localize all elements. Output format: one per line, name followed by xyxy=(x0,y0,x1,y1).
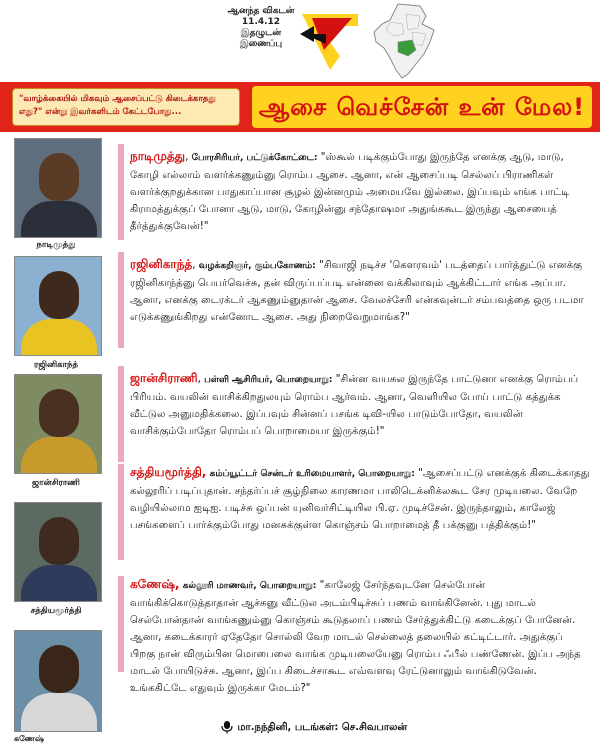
quote-block-1: நாடிமுத்து, போரசிரியர், பட்டுக்கோட்டை: "ஸ்கூல் படிக்கும்போது இருந்தே எனக்கு ஆடு, மாடு, கோழி எல்லாம் வளர்க்கணும்னு ரொம்ப ஆசை. ஆனா, என் ஆசைப்படி செல்லப் பிராணிகள் வளர்க்குறதுக்கான பாதுகாப்பான சூழல் இன்னமும் அமையவே இல்லை. இப்பவும் எங்க பாட்டி கிராமத்துக்குப் போனா ஆடு, மாடு, கோழின்னு சந்தோஷமா அதுங்ககூட இருந்து ஆசையைத் தீர்த்துக்குவேன்!" xyxy=(130,149,570,232)
quote-stripe-5 xyxy=(118,576,124,672)
person-name-2: ரஜினிகாந்த் xyxy=(130,257,193,271)
person-name-3: ஜான்சிராணி xyxy=(130,371,198,385)
banner-title: ஆசை வெச்சேன் உன் மேல! xyxy=(252,86,592,128)
masthead xyxy=(0,0,600,82)
caption-person-1: நாடிமுத்து xyxy=(36,240,76,250)
person-quote-4: "ஆசைப்பட்டு எனக்குக் கிடைக்காதது கல்லூரிப் படிப்புதான். சந்தர்ப்பச் சூழ்நிலை காரணமா பாலிடெக்னிக்லகூட சேர முடியலை. வேறே வழியில்லாம ஐடிஐ. படிச்சு ஒப்பன் யுனிவர்சிட்டியில பி.ஏ. முடிச்சேன். இருந்தாலும், காலேஜ் பசங்களைப் பார்க்கும்போது மனசுக்குள்ள கொஞ்சம் பொறாமைத் தீ பக்குனு பத்திக்கும்!" xyxy=(130,468,590,531)
person-role-1: போரசிரியர், பட்டுக்கோட்டை: xyxy=(191,153,318,163)
photo-person-1 xyxy=(14,138,102,238)
quote-stripe-3 xyxy=(118,366,124,462)
masthead-brand xyxy=(226,6,296,50)
headline-banner xyxy=(0,82,600,132)
microphone-icon xyxy=(220,720,234,734)
person-role-3: பள்ளி ஆசிரியர், பொறையாறு: xyxy=(204,375,333,385)
quote-stripe-2 xyxy=(118,252,124,348)
quote-stripe-1 xyxy=(118,144,124,240)
quote-stripe-4 xyxy=(118,464,124,560)
tamilnadu-map-icon xyxy=(368,2,448,80)
caption-person-3: ஜான்சிராணி xyxy=(32,478,80,488)
person-quote-1: "ஸ்கூல் படிக்கும்போது இருந்தே எனக்கு ஆடு, மாடு, கோழி எல்லாம் வளர்க்கணும்னு ரொம்ப ஆசை. ஆனா, என் ஆசைப்படி செல்லப் பிராணிகள் வளர்க்குறதுக்கான பாதுகாப்பான சூழல் இன்னமும் அமையவே இல்லை. இப்பவும் எங்க பாட்டி கிராமத்துக்குப் போனா ஆடு, மாடு, கோழின்னு சந்தோஷமா அதுங்ககூட இருந்து ஆசையைத் தீர்த்துக்குவேன்!" xyxy=(130,152,570,232)
person-quote-5: "காலேஜ் சேர்ந்தவுடனே செல்போன் வாங்கிக்கொடுத்தாதான் ஆச்சுனு வீட்டுல அடம்பிடிச்சுப் பணம் வாங்கினேன். புது மாடல் செல்போன்தான் வாங்கணும்னு கொஞ்சம் கூடுதலாப் பணம் சேர்த்துக்கிட்டு கடைக்குப் போனேன். ஆனா, கடைக்காரர் ஏதேதோ சொல்லி வேற மாடல் செல்லைத் தலையில் கட்டிட்டார். அதுக்குப் பிறகு நான் விரும்பின மொபைலை வாங்க முடியலையேனு ரொம்ப ஃபீல் பண்ணேன். இப்ப அந்த மாடல் போயிடுச்சு. ஆனா, இப்ப கிடைச்சாகூட எவ்வளவு ரேட்டுனாலும் வாங்கிடுவேன். உங்ககிட்டே எதுவும் இருக்கா மேடம்?" xyxy=(130,580,581,694)
caption-person-5: கணேஷ் xyxy=(14,734,44,743)
photo-person-4 xyxy=(14,502,102,602)
person-role-4: கம்ப்யூட்டர் சென்டர் உரிமையாளர், பொறையாறு: xyxy=(209,469,415,479)
person-name-5: கணேஷ், xyxy=(130,577,180,591)
byline xyxy=(220,720,580,734)
photo-person-2 xyxy=(14,256,102,356)
photo-person-5 xyxy=(14,630,102,732)
brand-line-3: இணைப்பு xyxy=(239,39,283,49)
quote-block-4 xyxy=(130,464,590,534)
brand-line-2: 11.4.12 இதழுடன் xyxy=(240,17,282,38)
byline-text: மா.நந்தினி, படங்கள்: செ.சிவபாலன் xyxy=(237,722,408,733)
banner-question: "வாழ்க்கையில் மிகவும் ஆசைப்பட்டு கிடைக்காதது எது?" என்று இவர்களிடம் கேட்டபோது... xyxy=(12,88,240,126)
caption-person-4: சத்தியமூர்த்தி xyxy=(30,606,82,616)
quote-block-3: ஜான்சிராணி, பள்ளி ஆசிரியர், பொறையாறு: "சின்ன வயசுல இருந்தே பாட்டுனா எனக்கு ரொம்பப் பிரியம். வயலின் வாசிக்கிறதுலயும் ரொம்ப ஆர்வம். ஆனா, வெளியில போய் பாட்டு கத்துக்க வீட்டுல அனுமதிக்கலை. இப்பவும் சின்னப் பசங்க டிவி-யில பாடும்போதோ, வயலின் வாசிக்கும்போதோ ரொம்பப் பொறாமையா இருக்கும்!" xyxy=(130,371,579,437)
person-quote-2: "சிவாஜி நடிச்ச 'கௌரவம்' படத்தைப் பார்த்துட்டு எனக்கு ரஜினிகாந்த்னு பெயர்வெச்சு, தன் விருப்பப்படி என்னை வக்கிலாவும் ஆக்கிட்டார் எங்க அப்பா. ஆனா, எனக்கு டைரக்டர் ஆகணும்னுதான் ஆசை. வேலச்சேரி என்கவுன்டர் சம்பவத்தை ஒரு படமா எடுக்கணுங்கிறது என்னோட ஆசை. அது நிறைவேறுமாங்க?" xyxy=(130,260,584,323)
person-role-2: வழக்கறிஞர், கும்பகோணம்: xyxy=(198,261,316,271)
magazine-logo-icon xyxy=(300,4,366,76)
quote-block-2: ரஜினிகாந்த், வழக்கறிஞர், கும்பகோணம்: "சிவாஜி நடிச்ச 'கௌரவம்' படத்தைப் பார்த்துட்டு எனக்கு ரஜினிகாந்த்னு பெயர்வெச்சு, தன் விருப்பப்படி என்னை வக்கிலாவும் ஆக்கிட்டார் எங்க அப்பா. ஆனா, எனக்கு டைரக்டர் ஆகணும்னுதான் ஆசை. வேலச்சேரி என்கவுன்டர் சம்பவத்தை ஒரு படமா எடுக்கணுங்கிறது என்னோட ஆசை. அது நிறைவேறுமாங்க?" xyxy=(130,257,584,323)
brand-line-1: ஆனந்த விகடன் xyxy=(227,6,295,16)
person-quote-3: "சின்ன வயசுல இருந்தே பாட்டுனா எனக்கு ரொம்பப் பிரியம். வயலின் வாசிக்கிறதுலயும் ரொம்ப ஆர்வம். ஆனா, வெளியில போய் பாட்டு கத்துக்க வீட்டுல அனுமதிக்கலை. இப்பவும் சின்னப் பசங்க டிவி-யில பாடும்போதோ, வயலின் வாசிக்கும்போதோ ரொம்பப் பொறாமையா இருக்கும்!" xyxy=(130,374,579,437)
person-role-5: கல்லூரி மாணவர், பொறையாறு: xyxy=(182,581,317,591)
person-name-1: நாடிமுத்து xyxy=(130,149,186,163)
caption-person-2: ரஜினிகாந்த் xyxy=(33,360,79,370)
person-name-4: சத்தியமூர்த்தி, xyxy=(130,465,207,479)
quote-block-5 xyxy=(130,576,590,697)
photo-person-3 xyxy=(14,374,102,474)
